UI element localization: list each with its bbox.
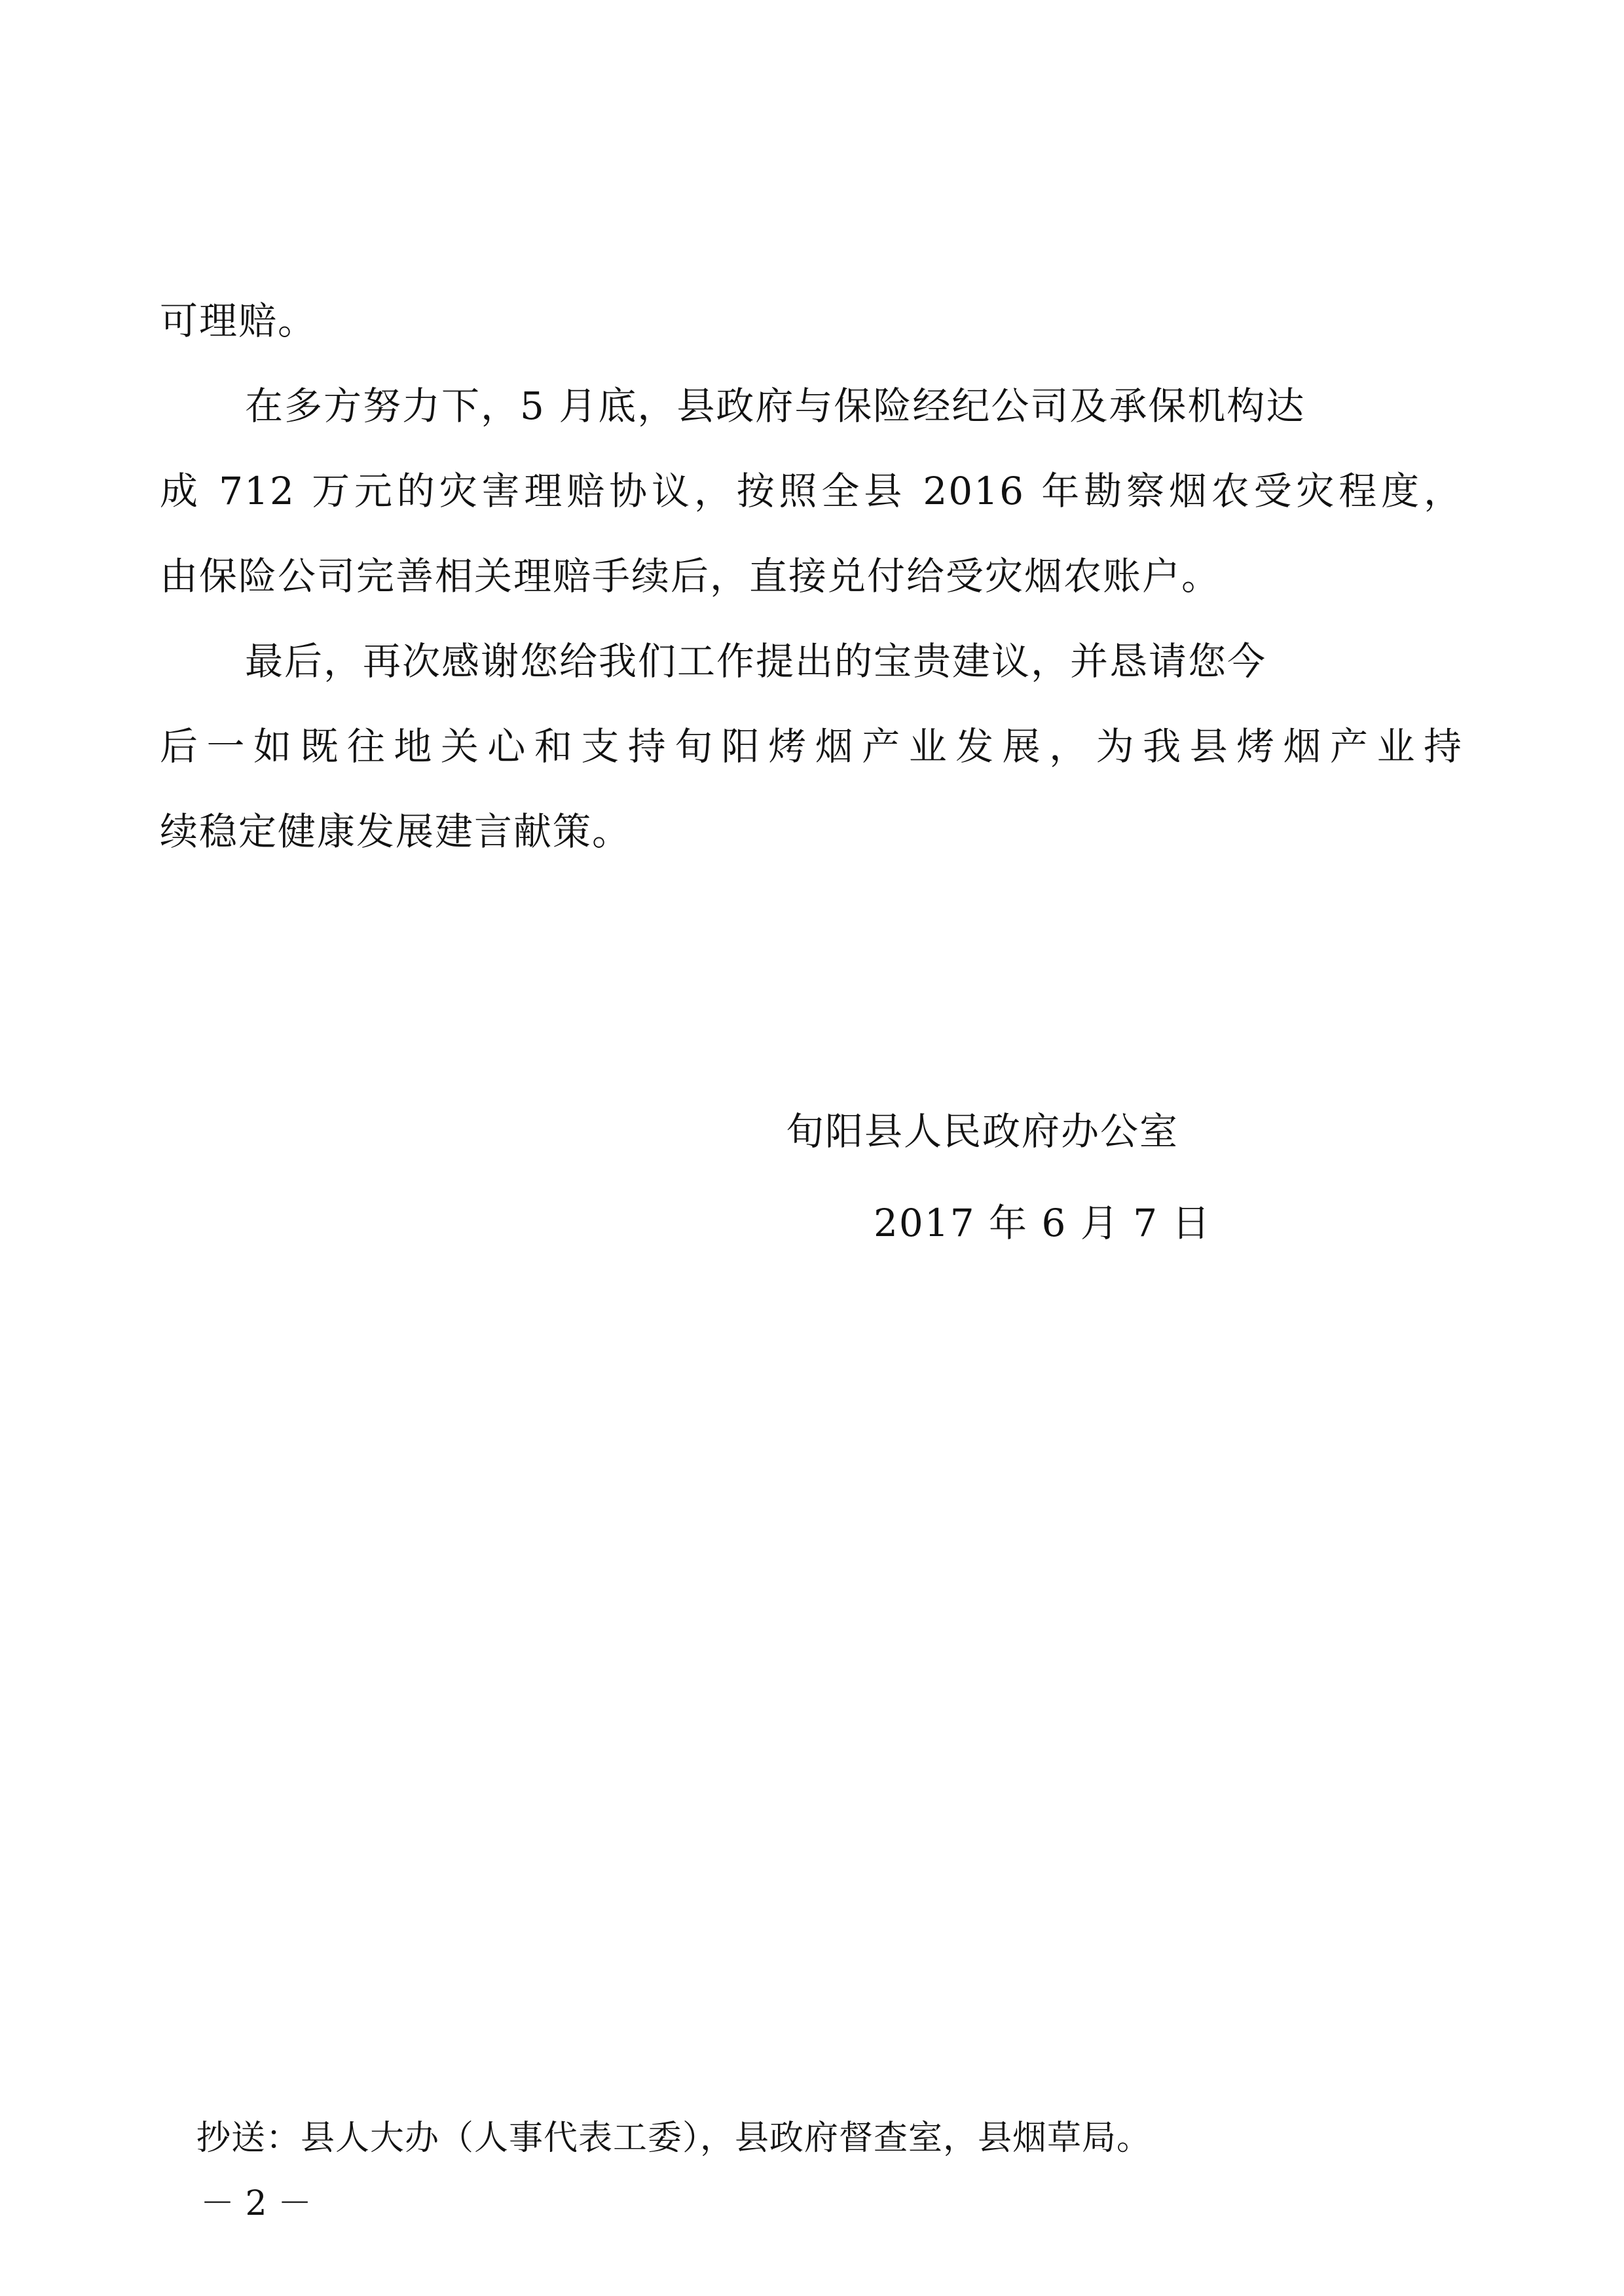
paragraph-line: 最后，再次感谢您给我们工作提出的宝贵建议，并恳请您今 [245,639,1267,683]
paragraph-line: 后一如既往地关心和支持旬阳烤烟产业发展，为我县烤烟产业持 [160,724,1463,769]
paragraph-line: 续稳定健康发展建言献策。 [160,809,632,854]
paragraph-line: 由保险公司完善相关理赔手续后，直接兑付给受灾烟农账户。 [160,554,1221,598]
paragraph-line: 可理赔。 [160,299,318,343]
cc-line: 抄送：县人大办（人事代表工委），县政府督查室，县烟草局。 [196,2119,1152,2158]
paragraph-line: 在多方努力下，5 月底，县政府与保险经纪公司及承保机构达 [245,384,1306,428]
signature-organization: 旬阳县人民政府办公室 [786,1109,1179,1154]
signature-date: 2017 年 6 月 7 日 [874,1201,1211,1245]
paragraph-line: 成 712 万元的灾害理赔协议，按照全县 2016 年勘察烟农受灾程度， [160,469,1463,513]
page-number: － 2 － [200,2184,312,2223]
